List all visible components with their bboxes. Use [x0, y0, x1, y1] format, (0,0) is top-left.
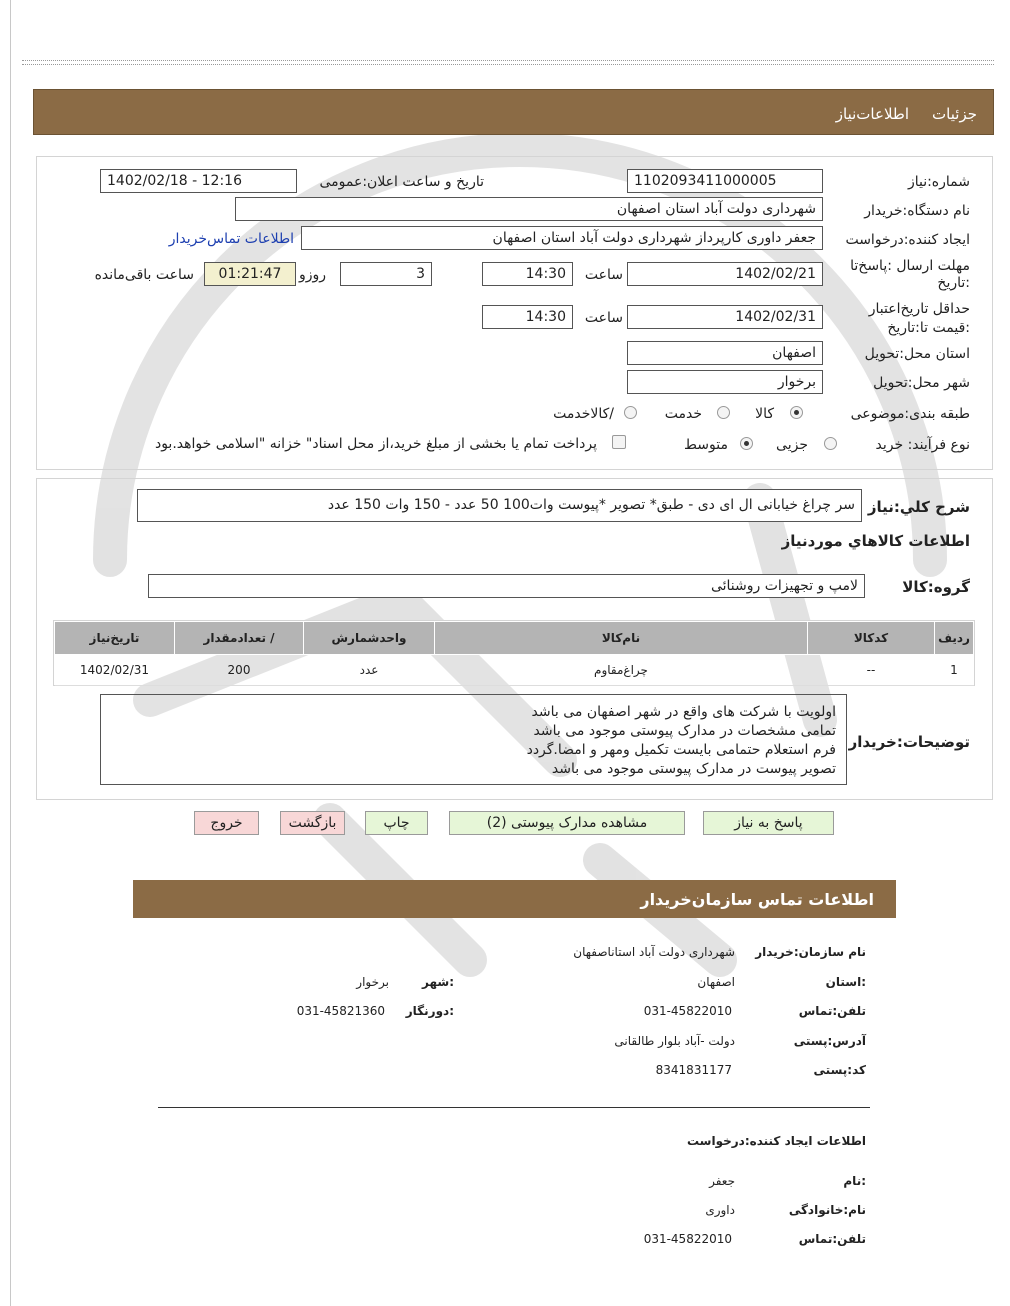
- contact-org-value: شهرداری دولت آباد استاناصفهان: [573, 945, 735, 959]
- creator-phone-value: 031-45822010: [643, 1232, 732, 1246]
- creator-name-label: :نام: [843, 1174, 866, 1188]
- contact-fax-label: :دورنگار: [405, 1004, 454, 1018]
- goods-table: [54, 621, 974, 686]
- creator-info-title: اطلاعات ایجاد کننده:درخواست: [686, 1134, 866, 1148]
- buyer-note-line: تمامی مشخصات در مدارک پیوستی موجود می باشد: [533, 723, 836, 739]
- city-field: برخوار: [627, 370, 823, 394]
- view-attachments-button[interactable]: مشاهده مدارک پیوستی (2): [449, 811, 685, 835]
- contact-postal-value: 8341831177: [655, 1063, 732, 1077]
- dotted-divider-top: [22, 60, 994, 61]
- buyer-org-field: شهرداری دولت آباد استان اصفهان: [235, 197, 823, 221]
- buyer-org-label: نام دستگاه:خریدار: [864, 203, 970, 219]
- category-goods-service-radio[interactable]: [624, 406, 637, 419]
- cell-need-date: 1402/02/31: [55, 655, 175, 686]
- province-field: اصفهان: [627, 341, 823, 365]
- category-label: طبقه بندی:موضوعی: [850, 406, 970, 422]
- reply-time-label: ساعت: [584, 267, 623, 283]
- validity-time-field: 14:30: [482, 305, 573, 329]
- contact-phone-value: 031-45822010: [643, 1004, 732, 1018]
- category-service-radio[interactable]: [717, 406, 730, 419]
- contact-city-label: :شهر: [422, 975, 454, 989]
- validity-date-field: 1402/02/31: [627, 305, 823, 329]
- remaining-time-field: 01:21:47: [204, 262, 296, 286]
- dotted-divider-bottom: [22, 64, 994, 65]
- creator-field: جعفر داوری کارپرداز شهرداری دولت آباد استان اصفهان: [301, 226, 823, 250]
- category-goods-service-label: /کالاخدمت: [553, 406, 614, 422]
- creator-label: ایجاد کننده:درخواست: [845, 232, 970, 248]
- contact-divider: [158, 1107, 870, 1108]
- goods-group-field: لامپ و تجهیزات روشنائی: [148, 574, 865, 598]
- days-label: روزو: [298, 267, 326, 283]
- contact-postal-label: کد:پستی: [813, 1063, 866, 1077]
- col-need-date: تاریخ‌نیاز: [55, 622, 175, 655]
- col-quantity: / تعدادمقدار: [175, 622, 304, 655]
- contact-province-label: :استان: [825, 975, 866, 989]
- city-label: شهر محل:تحویل: [873, 375, 970, 391]
- exit-button[interactable]: خروج: [194, 811, 259, 835]
- process-medium-radio[interactable]: [740, 437, 753, 450]
- category-goods-radio[interactable]: [790, 406, 803, 419]
- announce-label: تاریخ و ساعت اعلان:عمومی: [319, 174, 484, 190]
- process-medium-label: متوسط: [684, 437, 728, 453]
- tab-details[interactable]: جزئیات: [932, 105, 977, 123]
- col-code: کدکالا: [808, 622, 935, 655]
- category-service-label: خدمت: [664, 406, 702, 422]
- buyer-note-line: فرم استعلام حتمامی بایست تکمیل ومهر و امضا.گردد: [526, 742, 836, 758]
- need-number-label: شماره:نیاز: [907, 174, 970, 190]
- buyer-notes-label: توضیحات:خریدار: [848, 733, 970, 751]
- process-partial-radio[interactable]: [824, 437, 837, 450]
- reply-date-field: 1402/02/21: [627, 262, 823, 286]
- summary-label: شرح کلي:نیاز: [867, 498, 970, 516]
- summary-field: سر چراغ خیابانی ال ای دی - طبق* تصویر *پیوست وات100 50 عدد - 150 وات 150 عدد: [137, 489, 862, 522]
- contact-title-bar: [133, 880, 896, 918]
- contact-org-label: نام سازمان:خریدار: [755, 945, 866, 959]
- process-type-label: نوع فرآیند: خرید: [875, 437, 970, 453]
- announce-datetime-field: 1402/02/18 - 12:16: [100, 169, 297, 193]
- buyer-note-line: تصویر پیوست در مدارک پیوستی موجود می باشد: [551, 761, 836, 777]
- page-left-border: [10, 0, 11, 1306]
- need-number-field: 1102093411000005: [627, 169, 823, 193]
- validity-label-2: :قیمت تا:تاریخ: [887, 320, 970, 336]
- creator-phone-label: تلفن:تماس: [798, 1232, 866, 1246]
- payment-treasury-checkbox[interactable]: [612, 435, 626, 449]
- contact-address-value: دولت -آباد بلوار طالقانی: [614, 1034, 735, 1048]
- process-partial-label: جزیی: [776, 437, 808, 453]
- reply-deadline-label: مهلت ارسال :پاسخ‌تا: [850, 258, 970, 274]
- cell-unit: عدد: [304, 655, 435, 686]
- col-row: ردیف: [935, 622, 974, 655]
- creator-family-label: نام:خانوادگی: [788, 1203, 866, 1217]
- cell-code: --: [808, 655, 935, 686]
- contact-title: اطلاعات تماس سازمان‌خریدار: [640, 890, 874, 909]
- goods-group-label: گروه:کالا: [902, 578, 970, 596]
- col-unit: واحدشمارش: [304, 622, 435, 655]
- contact-city-value: برخوار: [356, 975, 389, 989]
- reply-to-need-button[interactable]: پاسخ به نیاز: [703, 811, 834, 835]
- col-name: نام‌کالا: [435, 622, 808, 655]
- reply-time-field: 14:30: [482, 262, 573, 286]
- contact-phone-label: تلفن:تماس: [798, 1004, 866, 1018]
- payment-treasury-label: پرداخت تمام یا بخشی از مبلغ خرید،از محل اسناد" خزانه "اسلامی خواهد.بود: [154, 436, 597, 452]
- contact-address-label: آدرس:پستی: [793, 1034, 866, 1048]
- contact-province-value: اصفهان: [697, 975, 735, 989]
- cell-name: چراغ‌مقاوم: [435, 655, 808, 686]
- reply-deadline-label-2: :تاریخ: [937, 275, 970, 291]
- remaining-time-label: ساعت باقی‌مانده: [94, 267, 194, 283]
- cell-quantity: 200: [175, 655, 304, 686]
- buyer-contact-link[interactable]: اطلاعات تماس‌خریدار: [168, 231, 294, 247]
- buyer-note-line: اولویت با شرکت های واقع در شهر اصفهان می باشد: [531, 704, 836, 720]
- creator-name-value: جعفر: [709, 1174, 735, 1188]
- title-bar: [33, 89, 994, 135]
- validity-time-label: ساعت: [584, 310, 623, 326]
- creator-family-value: داوری: [705, 1203, 735, 1217]
- tab-need-info[interactable]: اطلاعات‌نیاز: [835, 105, 909, 123]
- back-button[interactable]: بازگشت: [280, 811, 345, 835]
- table-row: [55, 655, 974, 686]
- print-button[interactable]: چاپ: [365, 811, 428, 835]
- province-label: استان محل:تحویل: [864, 346, 970, 362]
- days-field: 3: [340, 262, 432, 286]
- contact-fax-value: 031-45821360: [296, 1004, 385, 1018]
- validity-label: حداقل تاریخ‌اعتبار: [868, 301, 970, 317]
- category-goods-label: کالا: [755, 406, 774, 422]
- cell-row: 1: [935, 655, 974, 686]
- goods-section-title: اطلاعات کالاهاي موردنیاز: [781, 532, 970, 550]
- buyer-notes-box: [100, 694, 847, 785]
